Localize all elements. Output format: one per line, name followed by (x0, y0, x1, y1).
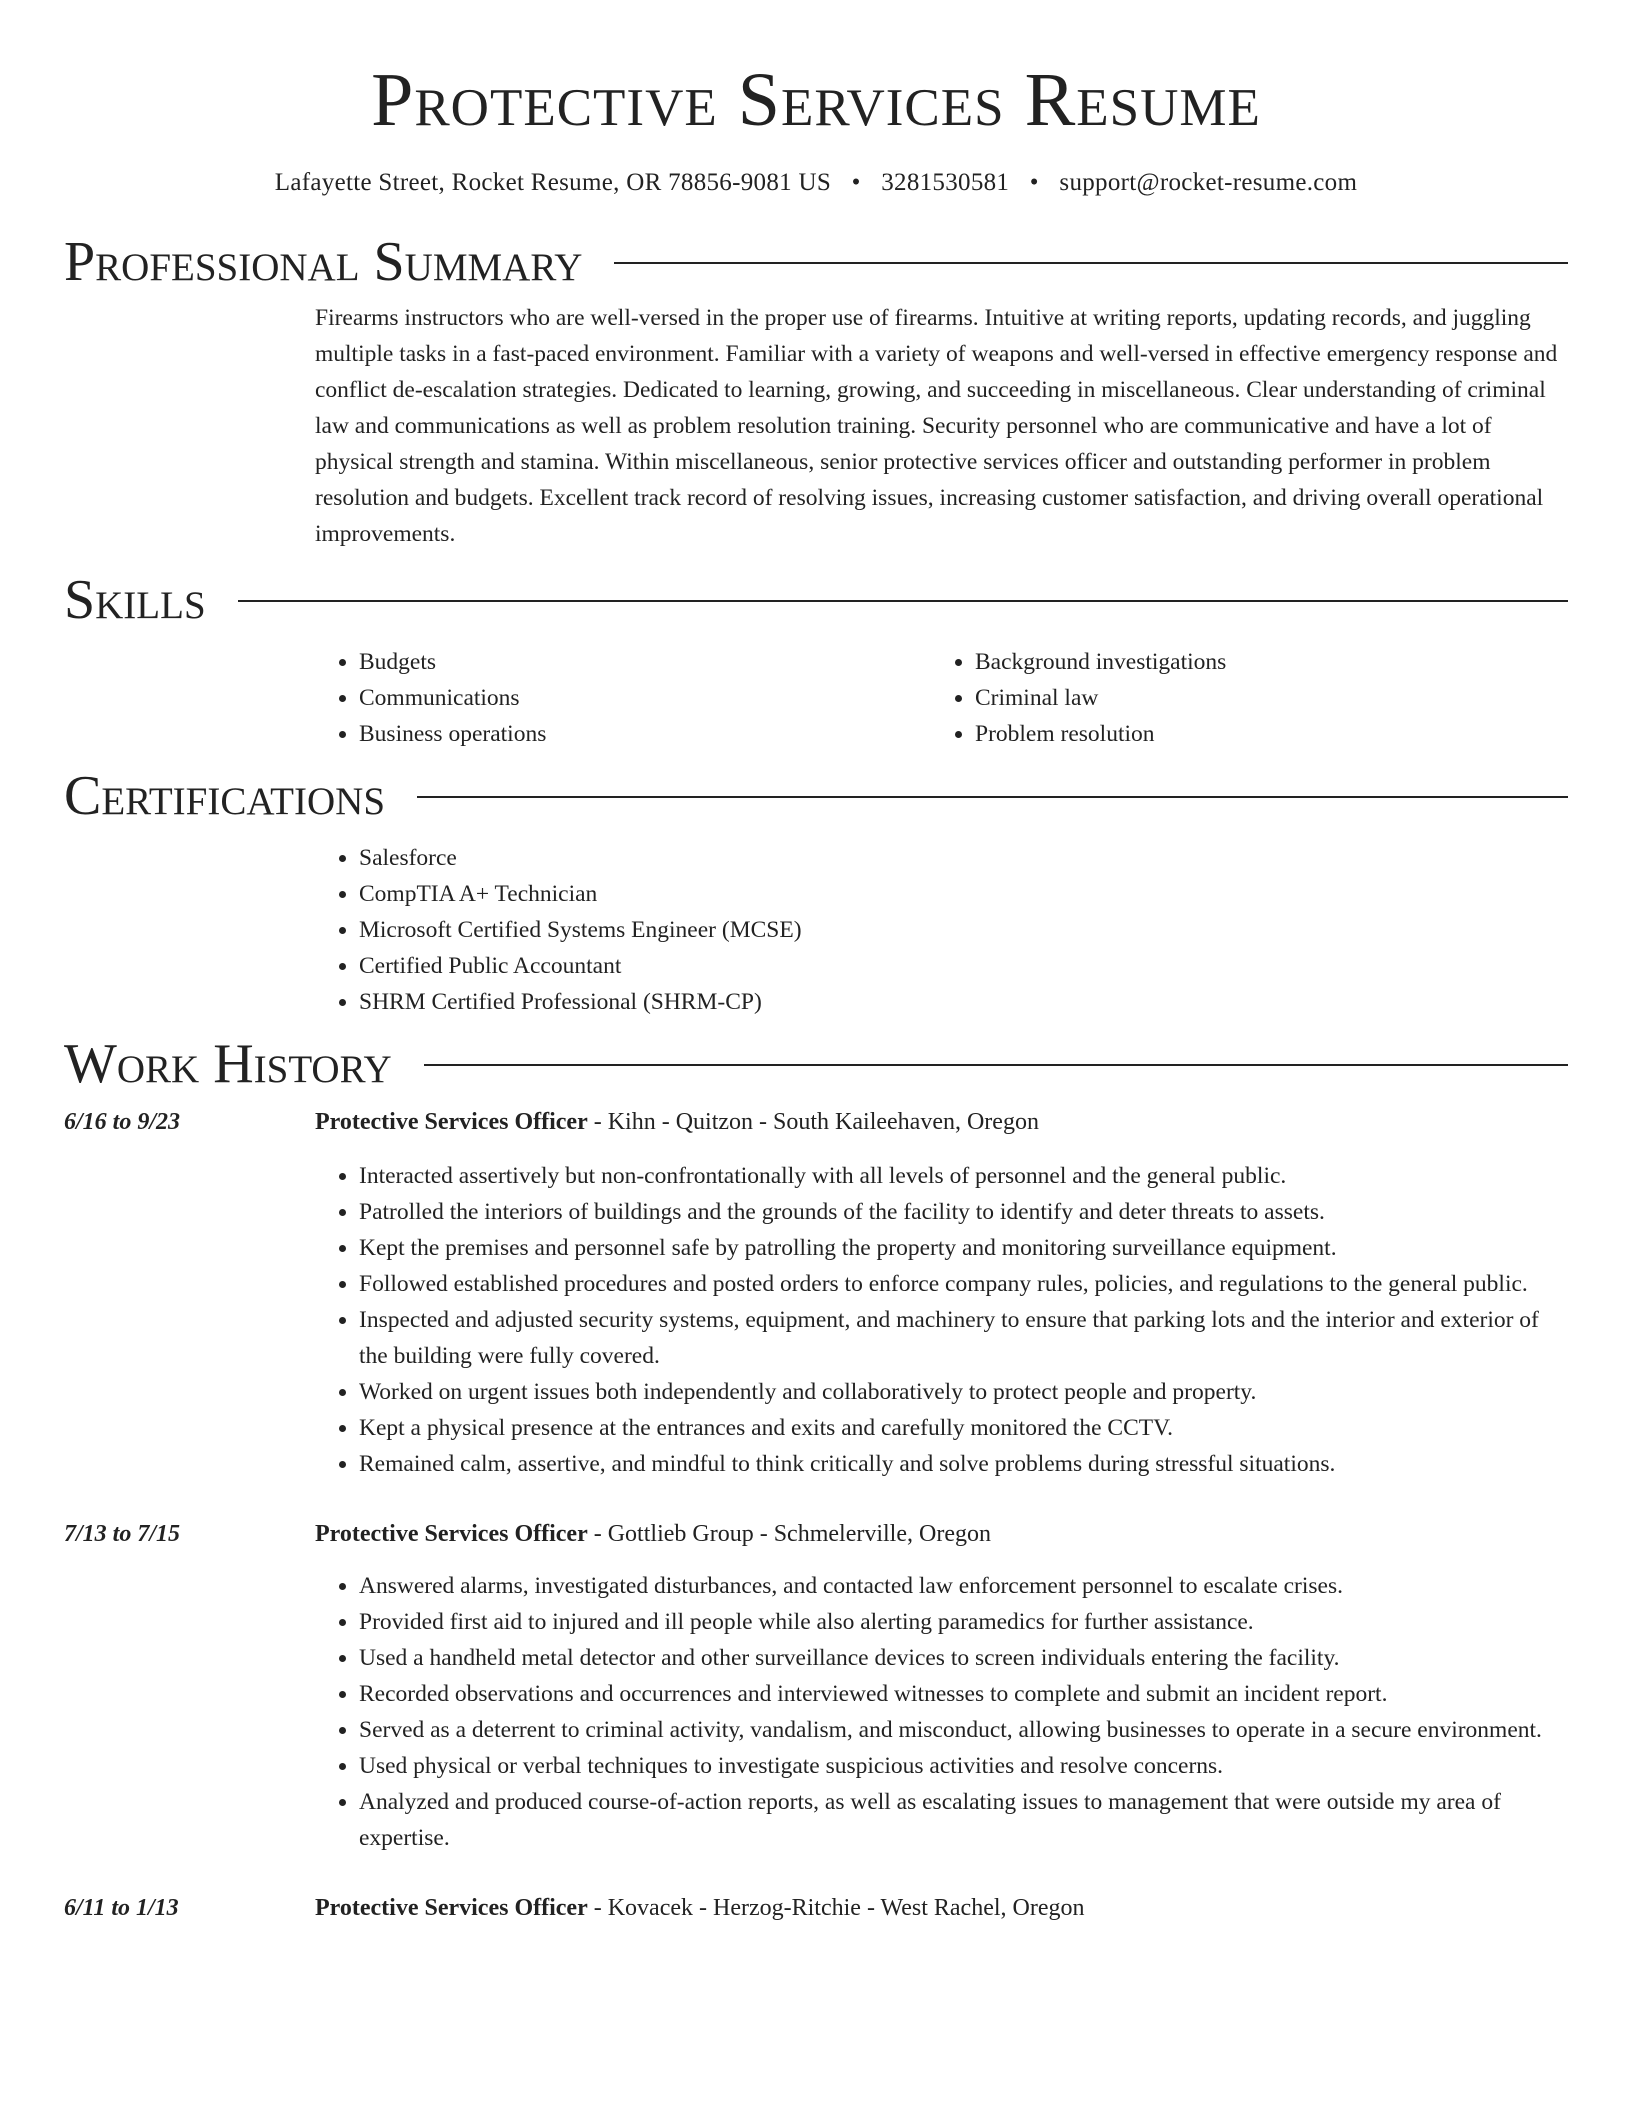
summary-block (315, 300, 1568, 552)
job-bullet: • Worked on urgent issues both independently and collaboratively to protect people and property. (359, 1374, 1568, 1410)
job-heading (315, 1516, 991, 1552)
skills-section-header (64, 568, 1568, 632)
certification-item: • Certified Public Accountant (359, 948, 1568, 984)
contact-address: Lafayette Street, Rocket Resume, OR 78856-9081 US (274, 169, 832, 196)
job-bullet: • Used physical or verbal techniques to investigate suspicious activities and resolve concerns. (359, 1748, 1568, 1784)
job-bullet: • Interacted assertively but non-confrontationally with all levels of personnel and the general public. (359, 1158, 1568, 1194)
contact-separator: • (851, 169, 861, 196)
job-dates: 6/11 to 1/13 (64, 1895, 179, 1921)
job-heading (315, 1890, 1085, 1926)
certifications-list (315, 840, 1568, 1020)
skills-column-left (315, 644, 931, 752)
work-section-header (64, 1032, 1568, 1096)
section-divider (614, 262, 1568, 264)
skills-heading: Skills (64, 569, 206, 631)
skill-item: • Background investigations (975, 644, 1547, 680)
certifications-heading: Certifications (64, 765, 386, 827)
job-dates: 6/16 to 9/23 (64, 1109, 181, 1135)
job-bullet: • Answered alarms, investigated disturbances, and contacted law enforcement personnel to escalate crises. (359, 1568, 1568, 1604)
summary-section-header (64, 230, 1568, 294)
skill-item: • Budgets (359, 644, 931, 680)
job-title: Protective Services Officer (315, 1521, 588, 1547)
skills-list (315, 644, 1568, 752)
certification-item: • Microsoft Certified Systems Engineer (MCSE) (359, 912, 1568, 948)
job-company: - Gottlieb Group - Schmelerville, Oregon (587, 1521, 991, 1547)
job-bullet: • Followed established procedures and posted orders to enforce company rules, policies, and regulations to the general public. (359, 1266, 1568, 1302)
contact-email: support@rocket-resume.com (1059, 169, 1358, 196)
contact-line (64, 168, 1568, 198)
job-bullet: • Used a handheld metal detector and other surveillance devices to screen individuals entering the facility. (359, 1640, 1568, 1676)
section-divider (238, 600, 1568, 602)
skill-item: • Communications (359, 680, 931, 716)
work-heading: Work History (64, 1033, 392, 1095)
skill-item: • Problem resolution (975, 716, 1547, 752)
contact-separator: • (1029, 169, 1039, 196)
certifications-section-header (64, 764, 1568, 828)
job-bullet: • Provided first aid to injured and ill people while also alerting paramedics for further assistance. (359, 1604, 1568, 1640)
job-title: Protective Services Officer (315, 1895, 588, 1921)
section-divider (424, 1064, 1568, 1066)
job-header (64, 1104, 1568, 1140)
job-bullet: • Recorded observations and occurrences and interviewed witnesses to complete and submit an incident report. (359, 1676, 1568, 1712)
skill-item: • Business operations (359, 716, 931, 752)
job-dates: 7/13 to 7/15 (64, 1521, 181, 1547)
job-bullet: • Kept a physical presence at the entrances and exits and carefully monitored the CCTV. (359, 1410, 1568, 1446)
job-bullet: • Served as a deterrent to criminal activity, vandalism, and misconduct, allowing businesses to operate in a secure environment. (359, 1712, 1568, 1748)
job-bullets (315, 1568, 1568, 1856)
job-bullets (315, 1158, 1568, 1482)
certification-item: • SHRM Certified Professional (SHRM-CP) (359, 984, 1568, 1020)
resume-page (64, 0, 1568, 1926)
job-bullet: • Kept the premises and personnel safe by patrolling the property and monitoring surveillance equipment. (359, 1230, 1568, 1266)
section-divider (417, 796, 1568, 798)
job-header (64, 1890, 1568, 1926)
job-company: - Kovacek - Herzog-Ritchie - West Rachel, Oregon (587, 1895, 1085, 1921)
job-bullet: • Inspected and adjusted security systems, equipment, and machinery to ensure that parking lots and the interior and exterior of the building were fully covered. (359, 1302, 1568, 1374)
certification-item: • CompTIA A+ Technician (359, 876, 1568, 912)
job-header (64, 1516, 1568, 1552)
job-details (315, 1568, 1568, 1856)
job-bullet: • Remained calm, assertive, and mindful to think critically and solve problems during stressful situations. (359, 1446, 1568, 1482)
skills-column-right (931, 644, 1547, 752)
summary-heading: Professional Summary (64, 231, 583, 293)
job-heading (315, 1104, 1039, 1140)
job-details (315, 1158, 1568, 1482)
certification-item: • Salesforce (359, 840, 1568, 876)
job-bullet: • Analyzed and produced course-of-action reports, as well as escalating issues to management that were outside my area of expertise. (359, 1784, 1568, 1856)
skill-item: • Criminal law (975, 680, 1547, 716)
job-bullet: • Patrolled the interiors of buildings and the grounds of the facility to identify and deter threats to assets. (359, 1194, 1568, 1230)
resume-title: Protective Services Resume (371, 58, 1261, 142)
contact-phone: 3281530581 (881, 169, 1010, 196)
certifications-block (315, 840, 1568, 1020)
job-company: - Kihn - Quitzon - South Kaileehaven, Oregon (587, 1109, 1039, 1135)
job-title: Protective Services Officer (315, 1109, 588, 1135)
summary-text: Firearms instructors who are well-versed in the proper use of firearms. Intuitive at writing reports, updating records, and juggling multiple tasks in a fast-paced environment. Familiar with a variety of weapons and well-versed in effective emergency response and conflict de-escalation strategies. Dedicated to learning, growing, and succeeding in miscellaneous. Clear understanding of criminal law and communications as well as problem resolution training. Security personnel who are communicative and have a lot of physical strength and stamina. Within miscellaneous, senior protective services officer and outstanding performer in problem resolution and budgets. Excellent track record of resolving issues, increasing customer satisfaction, and driving overall operational improvements. (315, 305, 1558, 547)
